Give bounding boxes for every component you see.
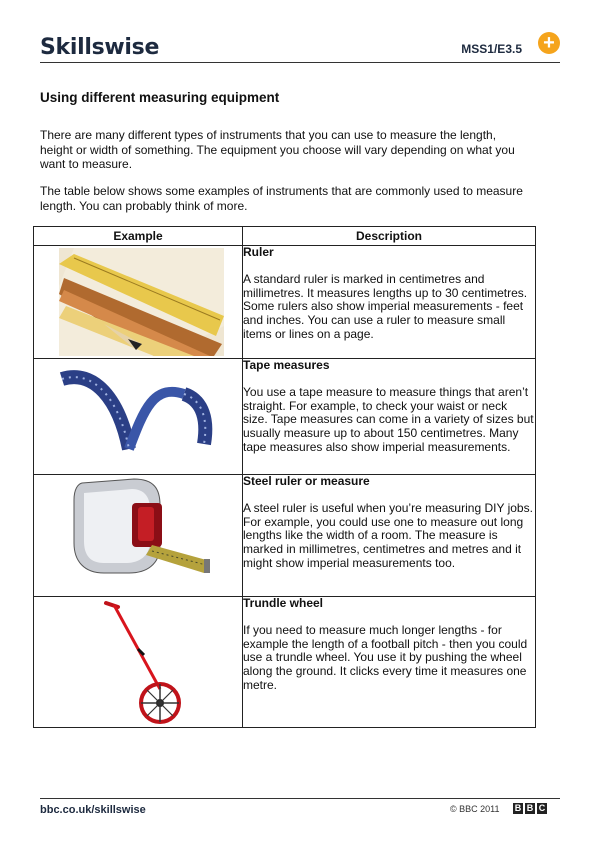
footer-link[interactable]: bbc.co.uk/skillswise bbox=[40, 804, 146, 816]
table-intro-paragraph: The table below shows some examples of instruments that are commonly used to measure length. You can probably think of more. bbox=[40, 184, 523, 213]
table-row bbox=[34, 475, 536, 597]
header-description: Description bbox=[243, 227, 536, 246]
description-cell bbox=[243, 475, 536, 597]
header-divider bbox=[40, 62, 560, 63]
copyright-text: © BBC 2011 bbox=[450, 804, 500, 814]
footer-divider bbox=[40, 798, 560, 799]
page-title: Using different measuring equipment bbox=[40, 90, 280, 105]
instruments-table bbox=[33, 226, 536, 728]
table-row bbox=[34, 359, 536, 475]
table-row bbox=[34, 246, 536, 359]
ruler-photo bbox=[34, 246, 242, 358]
skillswise-logo[interactable]: Skillswise bbox=[40, 35, 160, 60]
worksheet-code: MSS1/E3.5 bbox=[461, 42, 522, 56]
plus-icon: + bbox=[538, 32, 560, 54]
table-row bbox=[34, 597, 536, 728]
instrument-description: A steel ruler is useful when you’re measuring DIY jobs. For example, you could use one to measure out long lengths like the width of a room. The measure is marked in millimetres, centimetres and metres and it might show imperial measurements too. bbox=[243, 500, 533, 570]
instrument-name: Steel ruler or measure bbox=[243, 474, 370, 488]
description-cell bbox=[243, 597, 536, 728]
header-example: Example bbox=[34, 227, 243, 246]
bbc-letter: B bbox=[526, 803, 534, 813]
example-cell bbox=[34, 359, 243, 475]
description-cell bbox=[243, 246, 536, 359]
bbc-logo bbox=[513, 803, 547, 814]
description-cell bbox=[243, 359, 536, 475]
bbc-letter: C bbox=[538, 803, 546, 813]
trundle-wheel-photo bbox=[34, 597, 242, 727]
tape-measure-photo bbox=[34, 359, 242, 474]
instrument-description: A standard ruler is marked in centimetres and millimetres. It measures lengths up to 30 centimetres. Some rulers also show imperial measurements - feet and inches. You can use a ruler to measure small items or lines on a page. bbox=[243, 271, 528, 341]
instrument-description: If you need to measure much longer lengths - for example the length of a football pitch - then you could use a trundle wheel. You use it by pushing the wheel along the ground. It clicks every time it measures one metre. bbox=[243, 622, 528, 692]
instrument-name: Trundle wheel bbox=[243, 596, 324, 610]
example-cell bbox=[34, 597, 243, 728]
instrument-description: You use a tape measure to measure things that aren’t straight. For example, to check your waist or neck size. Tape measures can come in a variety of sizes but usually measure up to about 150 centimetres. Many tape measures also show imperial measurements. bbox=[243, 384, 534, 454]
example-cell bbox=[34, 475, 243, 597]
intro-paragraph: There are many different types of instruments that you can use to measure the length, height or width of something. The equipment you choose will vary depending on what you want to measure. bbox=[40, 128, 515, 171]
instrument-name: Ruler bbox=[243, 245, 274, 259]
page-header bbox=[40, 30, 560, 62]
example-cell bbox=[34, 246, 243, 359]
steel-measure-photo bbox=[34, 475, 242, 596]
bbc-letter: B bbox=[514, 803, 522, 813]
instrument-name: Tape measures bbox=[243, 358, 330, 372]
